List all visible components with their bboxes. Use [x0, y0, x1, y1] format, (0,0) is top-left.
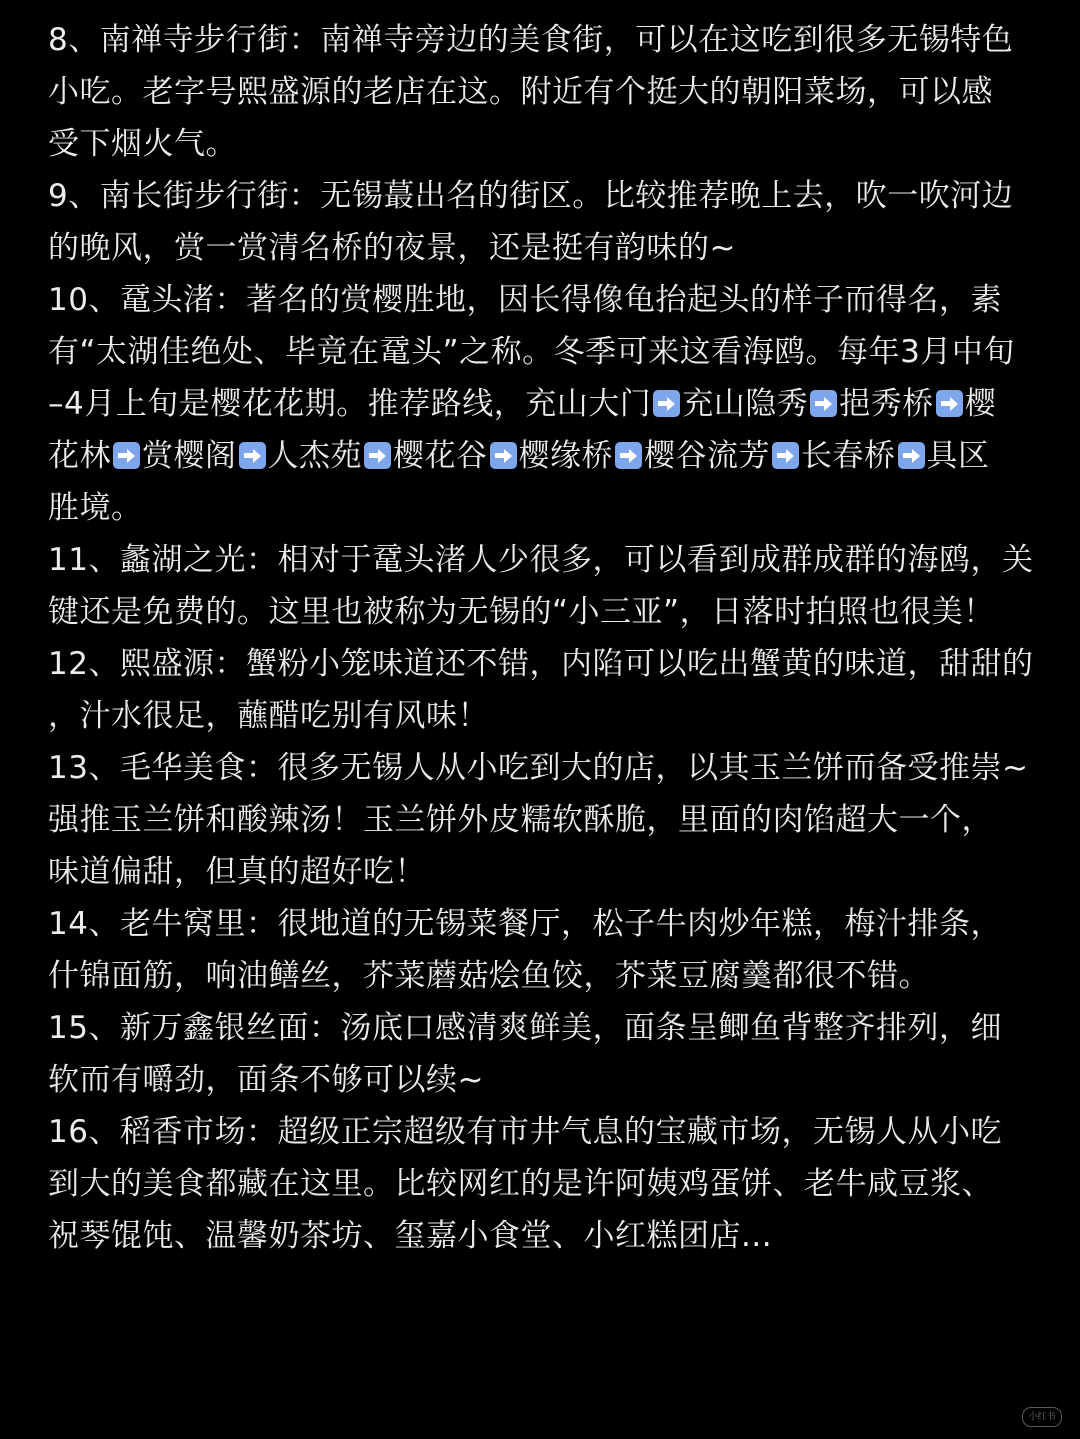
route-stop-text: 樱谷流芳 [644, 438, 770, 474]
text-line: 软而有嚼劲，面条不够可以续~ [48, 1062, 484, 1098]
text-line: 14、老牛窝里：很地道的无锡菜餐厅，松子牛肉炒年糕，梅汁排条， [48, 906, 1002, 942]
route-stop-text: 长春桥 [801, 438, 896, 474]
route-stop-text: 樱缘桥 [518, 438, 613, 474]
route-stop-text: 具区 [926, 438, 990, 474]
right-arrow-emoji-icon [490, 442, 517, 469]
route-stop-text: 樱花谷 [393, 438, 488, 474]
watermark-logo: 小红书 [1022, 1407, 1062, 1427]
right-arrow-emoji-icon [772, 442, 799, 469]
note-body [48, 14, 1043, 1262]
text-line: 11、蠡湖之光：相对于鼋头渚人少很多，可以看到成群成群的海鸥，关 [48, 542, 1034, 578]
text-line: 10、鼋头渚：著名的赏樱胜地，因长得像龟抬起头的样子而得名，素 [48, 282, 1002, 318]
right-arrow-emoji-icon [898, 442, 925, 469]
text-line: 什锦面筋，响油鳝丝，芥菜蘑菇烩鱼饺，芥菜豆腐羹都很不错。 [48, 958, 930, 994]
right-arrow-emoji-icon [364, 442, 391, 469]
text-line: 15、新万鑫银丝面：汤底口感清爽鲜美，面条呈鲫鱼背整齐排列，细 [48, 1010, 1002, 1046]
right-arrow-emoji-icon [936, 390, 963, 417]
text-line: 味道偏甜，但真的超好吃！ [48, 854, 426, 890]
text-line: ，汁水很足，蘸醋吃别有风味！ [48, 698, 489, 734]
text-line: 强推玉兰饼和酸辣汤！玉兰饼外皮糯软酥脆，里面的肉馅超大一个， [48, 802, 993, 838]
right-arrow-emoji-icon [810, 390, 837, 417]
right-arrow-emoji-icon [113, 442, 140, 469]
right-arrow-emoji-icon [653, 390, 680, 417]
route-stop-text: 赏樱阁 [142, 438, 237, 474]
route-stop-text: 挹秀桥 [839, 386, 934, 422]
text-line: 的晚风，赏一赏清名桥的夜景，还是挺有韵味的~ [48, 230, 736, 266]
right-arrow-emoji-icon [615, 442, 642, 469]
text-line: 8、南禅寺步行街：南禅寺旁边的美食街，可以在这吃到很多无锡特色 [48, 22, 1014, 58]
text-line: 12、熙盛源：蟹粉小笼味道还不错，内陷可以吃出蟹黄的味道，甜甜的 [48, 646, 1034, 682]
text-line: 13、毛华美食：很多无锡人从小吃到大的店，以其玉兰饼而备受推崇~ [48, 750, 1029, 786]
text-line: 键还是免费的。这里也被称为无锡的“小三亚”，日落时拍照也很美！ [48, 594, 995, 630]
text-line [48, 430, 1043, 482]
text-line: 有“太湖佳绝处、毕竟在鼋头”之称。冬季可来这看海鸥。每年3月中旬 [48, 334, 1015, 370]
text-line: 受下烟火气。 [48, 126, 237, 162]
text-line: 16、稻香市场：超级正宗超级有市井气息的宝藏市场，无锡人从小吃 [48, 1114, 1002, 1150]
text-line: 祝琴馄饨、温馨奶茶坊、玺嘉小食堂、小红糕团店... [48, 1218, 773, 1254]
route-stop-text: 樱 [964, 386, 997, 422]
text-line [48, 378, 1043, 430]
route-stop-text: 充山隐秀 [682, 386, 809, 422]
text-line: 小吃。老字号熙盛源的老店在这。附近有个挺大的朝阳菜场，可以感 [48, 74, 993, 110]
right-arrow-emoji-icon [239, 442, 266, 469]
route-stop-text: 花林 [48, 438, 111, 474]
route-stop-text: –4月上旬是樱花花期。推荐路线，充山大门 [48, 386, 652, 422]
text-line: 胜境。 [48, 490, 143, 526]
text-line: 9、南长街步行街：无锡蕞出名的街区。比较推荐晚上去，吹一吹河边 [48, 178, 1014, 214]
text-line: 到大的美食都藏在这里。比较网红的是许阿姨鸡蛋饼、老牛咸豆浆、 [48, 1166, 993, 1202]
route-stop-text: 人杰苑 [267, 438, 362, 474]
